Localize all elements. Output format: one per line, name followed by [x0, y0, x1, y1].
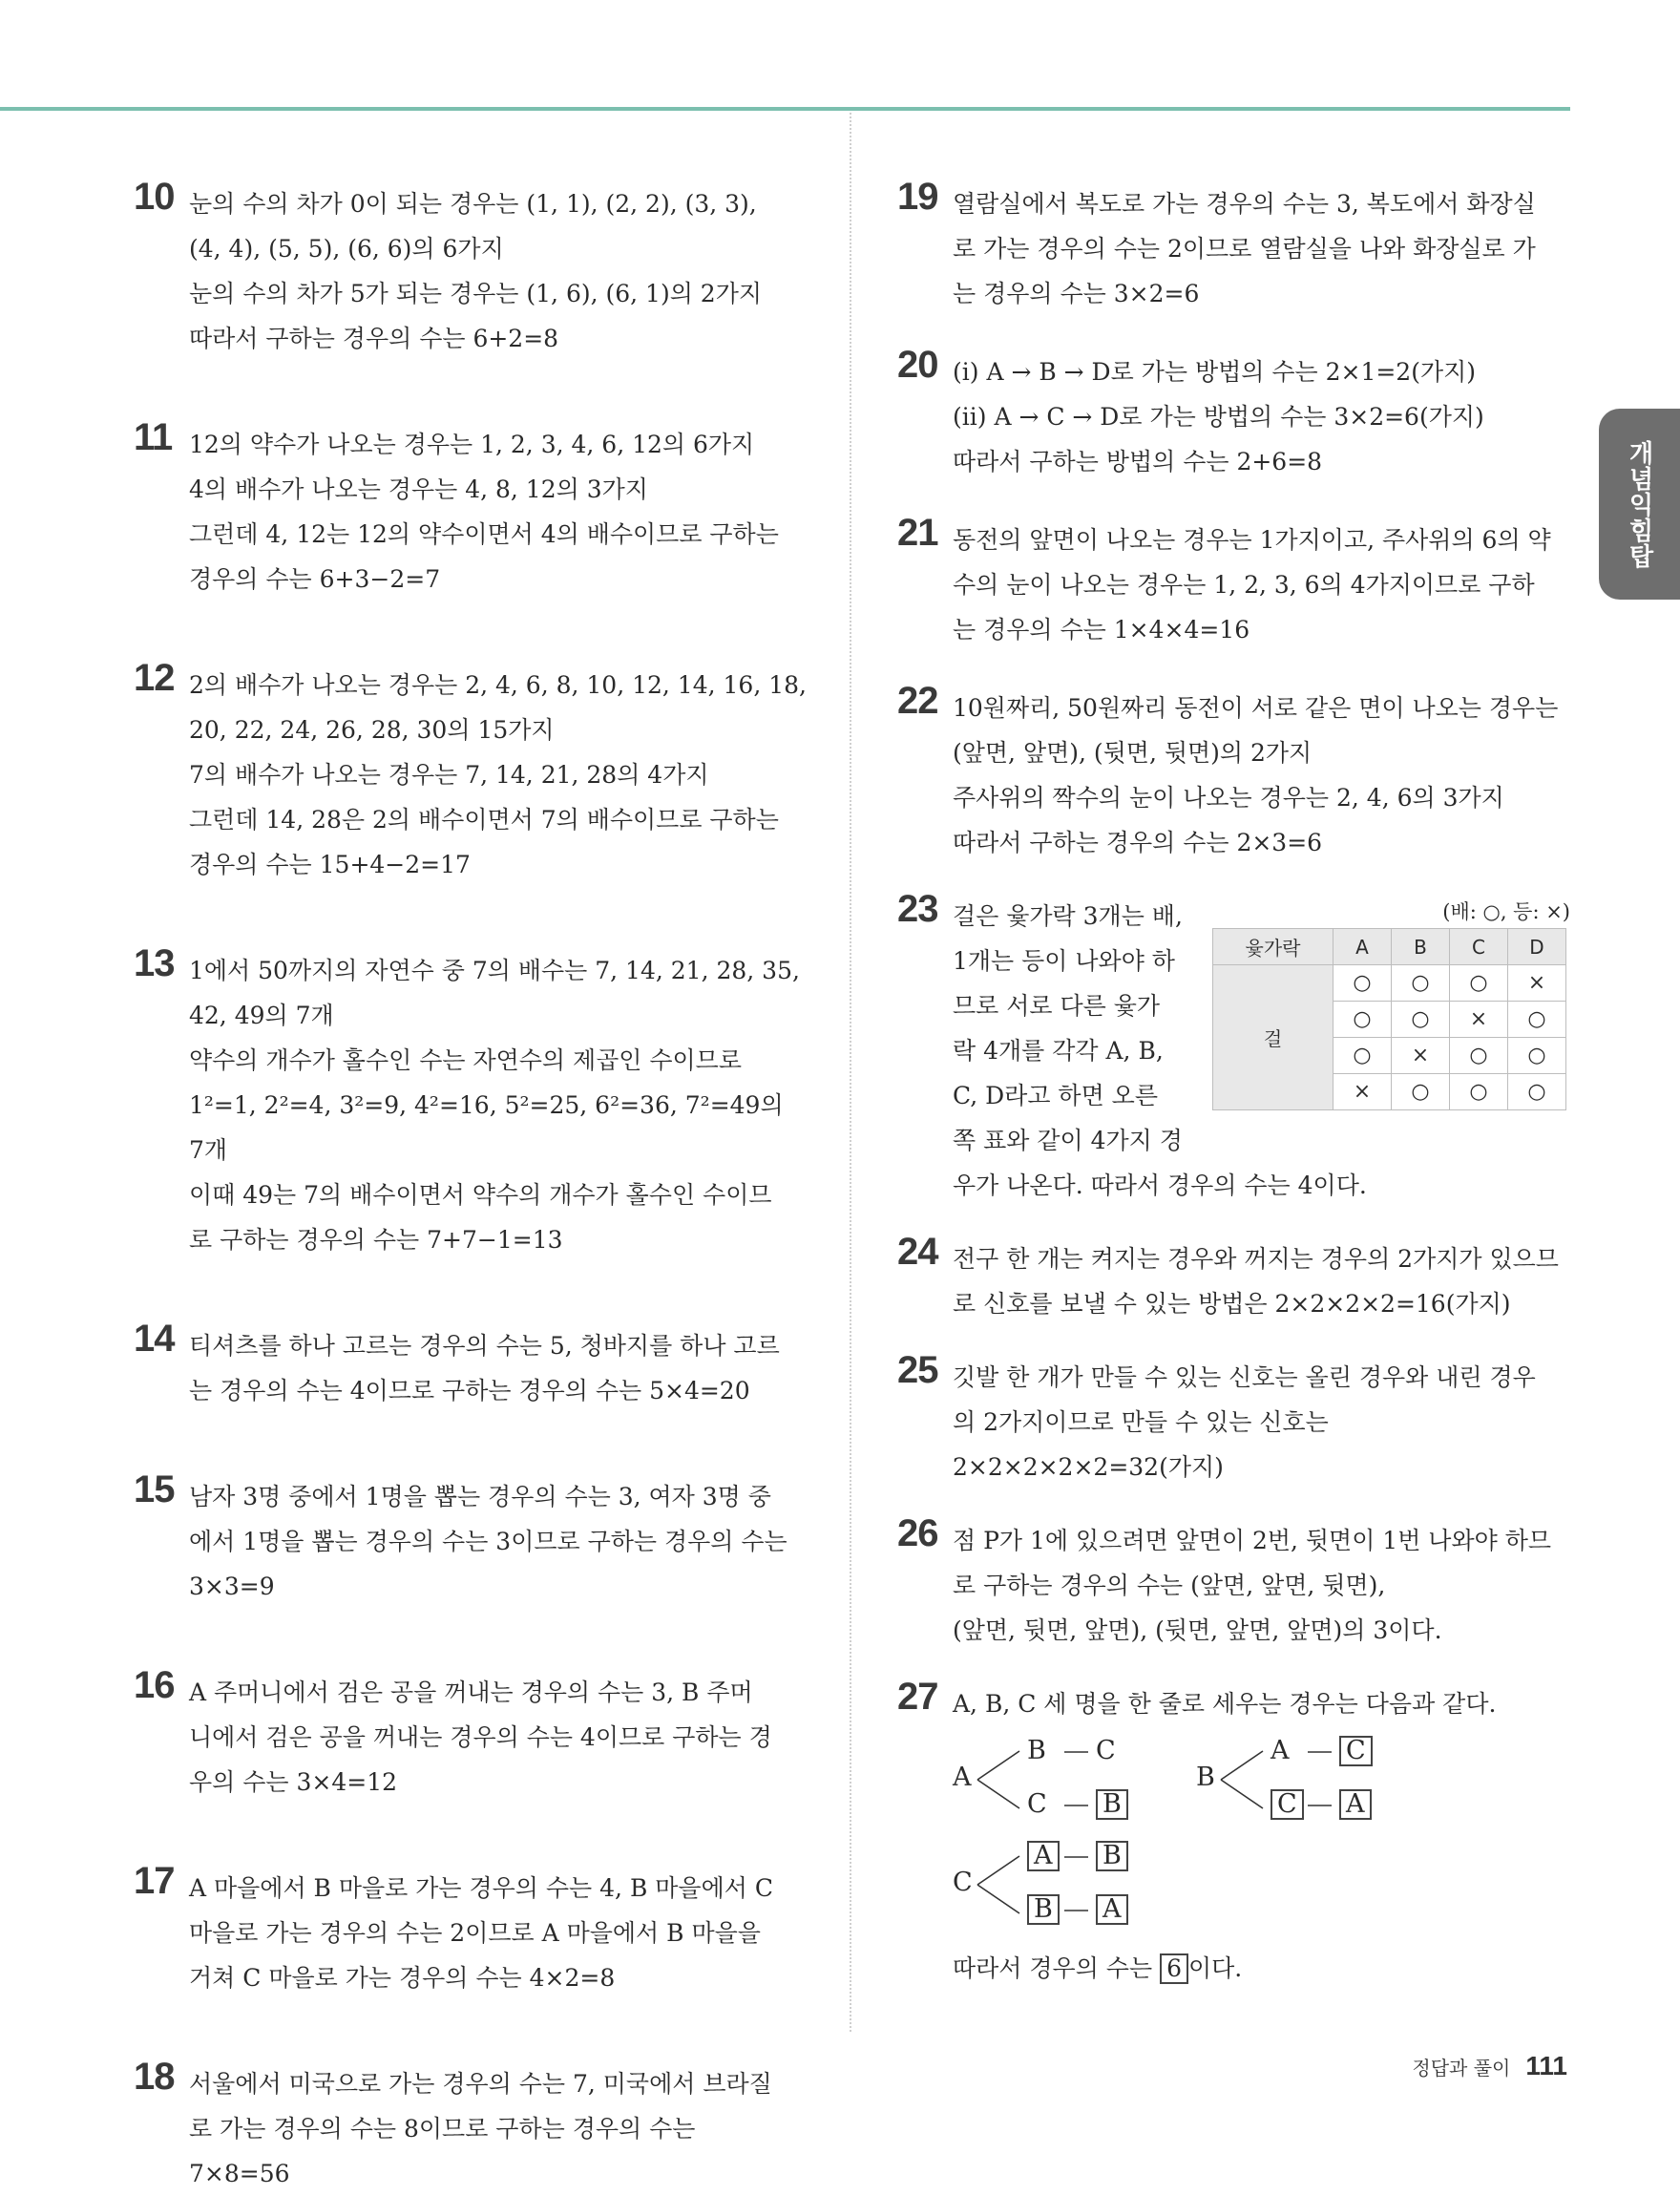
solution-line: (앞면, 앞면), (뒷면, 뒷면)의 2가지 — [953, 739, 1312, 767]
footer-label: 정답과 풀이 — [1412, 2057, 1511, 2080]
table-cell: ○ — [1392, 965, 1450, 1002]
problem-number: 22 — [897, 680, 938, 722]
row-label-gul: 걸 — [1213, 965, 1334, 1110]
problem-25 — [897, 1349, 1570, 1489]
solution-line: 니에서 검은 공을 꺼내는 경우의 수는 4이므로 구하는 경 — [189, 1723, 772, 1751]
branch-line — [977, 1751, 1019, 1780]
branch-line — [1221, 1751, 1263, 1780]
solution-line: 전구 한 개는 켜지는 경우와 꺼지는 경우의 2가지가 있으므 — [953, 1245, 1559, 1273]
problem-number: 12 — [134, 657, 175, 699]
side-chapter-tab — [1599, 409, 1680, 600]
right-problems-top — [897, 176, 1570, 865]
solution-line: 7×8=56 — [189, 2160, 290, 2187]
table-cell: ○ — [1508, 1038, 1566, 1074]
solution-line: 2×2×2×2×2=32(가지) — [953, 1453, 1224, 1481]
tree-node: C — [1027, 1789, 1047, 1819]
problem-10 — [134, 176, 816, 361]
right-problems-bottom — [897, 1231, 1570, 1653]
page-number: 111 — [1525, 2051, 1567, 2080]
solution-line: 그런데 4, 12는 12의 약수이면서 4의 배수이므로 구하는 — [189, 520, 779, 548]
problem-number: 16 — [134, 1664, 175, 1706]
solution-line: 쪽 표와 같이 4가지 경 — [953, 1127, 1183, 1154]
solution-line: 따라서 구하는 경우의 수는 2×3=6 — [953, 829, 1323, 856]
tree-node: B — [1096, 1789, 1128, 1820]
solution-line: 락 4개를 각각 A, B, — [953, 1037, 1164, 1065]
problem-number: 13 — [134, 942, 175, 984]
table-cell: × — [1508, 965, 1566, 1002]
problem-27-intro: A, B, C 세 명을 한 줄로 세우는 경우는 다음과 같다. — [953, 1690, 1497, 1718]
solution-line: (4, 4), (5, 5), (6, 6)의 6가지 — [189, 235, 504, 263]
problem-21 — [897, 512, 1570, 652]
solution-line: 42, 49의 7개 — [189, 1002, 334, 1029]
solution-line: 걸은 윷가락 3개는 배, — [953, 902, 1183, 930]
problem-number: 21 — [897, 512, 938, 554]
column-divider — [850, 113, 851, 2032]
solution-line: (앞면, 뒷면, 앞면), (뒷면, 앞면, 앞면)의 3이다. — [953, 1616, 1442, 1644]
solution-line: 는 경우의 수는 3×2=6 — [953, 280, 1200, 307]
table-cell: ○ — [1508, 1074, 1566, 1110]
problem-27 — [897, 1676, 1570, 1991]
table-cell: ○ — [1450, 1038, 1508, 1074]
tree-node: A — [1270, 1736, 1290, 1765]
solution-line: A 마을에서 B 마을로 가는 경우의 수는 4, B 마을에서 C — [189, 1874, 773, 1902]
solution-line: 우의 수는 3×4=12 — [189, 1768, 398, 1796]
problem-23 — [897, 888, 1570, 1208]
solution-line: 20, 22, 24, 26, 28, 30의 15가지 — [189, 716, 555, 744]
solution-line: 약수의 개수가 홀수인 수는 자연수의 제곱인 수이므로 — [189, 1046, 742, 1074]
table-header: A — [1334, 929, 1392, 965]
conclusion-text: 따라서 경우의 수는 — [953, 1954, 1153, 1982]
table-cell: ○ — [1450, 1074, 1508, 1110]
solution-line: 눈의 수의 차가 0이 되는 경우는 (1, 1), (2, 2), (3, 3), — [189, 190, 757, 218]
solution-line: 의 2가지이므로 만들 수 있는 신호는 — [953, 1408, 1329, 1436]
table-corner-header: 윷가락 — [1213, 929, 1334, 965]
problem-23-conclusion: 우가 나온다. 따라서 경우의 수는 4이다. — [953, 1172, 1367, 1199]
table-cell: ○ — [1334, 965, 1392, 1002]
solution-line: 동전의 앞면이 나오는 경우는 1가지이고, 주사위의 6의 약 — [953, 526, 1551, 554]
table-cell: × — [1392, 1038, 1450, 1074]
solution-line: 12의 약수가 나오는 경우는 1, 2, 3, 4, 6, 12의 6가지 — [189, 431, 755, 458]
problem-22 — [897, 680, 1570, 865]
problem-number: 17 — [134, 1860, 175, 1902]
solution-line: 마을로 가는 경우의 수는 2이므로 A 마을에서 B 마을을 — [189, 1919, 761, 1947]
solution-line: 4의 배수가 나오는 경우는 4, 8, 12의 3가지 — [189, 475, 648, 503]
solution-line: 로 가는 경우의 수는 8이므로 구하는 경우의 수는 — [189, 2115, 696, 2143]
tree-node: A — [1096, 1894, 1128, 1925]
solution-line: 거쳐 C 마을로 가는 경우의 수는 4×2=8 — [189, 1964, 616, 1992]
problem-15 — [134, 1468, 816, 1609]
problem-number: 15 — [134, 1468, 175, 1510]
solution-line: 로 구하는 경우의 수는 7+7−1=13 — [189, 1226, 563, 1254]
solution-line: 1²=1, 2²=4, 3²=9, 4²=16, 5²=25, 6²=36, 7²=49의 — [189, 1091, 784, 1119]
solution-line: 남자 3명 중에서 1명을 뽑는 경우의 수는 3, 여자 3명 중 — [189, 1483, 771, 1510]
solution-line: (ⅰ) A → B → D로 가는 방법의 수는 2×1=2(가지) — [953, 358, 1477, 386]
solution-line: 주사위의 짝수의 눈이 나오는 경우는 2, 4, 6의 3가지 — [953, 784, 1504, 812]
problem-number: 10 — [134, 176, 175, 218]
solution-line: 10원짜리, 50원짜리 동전이 서로 같은 면이 나오는 경우는 — [953, 694, 1559, 722]
problem-number: 11 — [134, 416, 173, 458]
right-column — [897, 176, 1570, 1991]
solution-line: 열람실에서 복도로 가는 경우의 수는 3, 복도에서 화장실 — [953, 190, 1536, 218]
solution-line: C, D라고 하면 오른 — [953, 1082, 1158, 1109]
table-cell: ○ — [1334, 1038, 1392, 1074]
problem-24 — [897, 1231, 1570, 1326]
page-footer — [1412, 2051, 1567, 2081]
solution-line: 2의 배수가 나오는 경우는 2, 4, 6, 8, 10, 12, 14, 16, 18, — [189, 671, 807, 699]
problem-17 — [134, 1860, 816, 2000]
solution-line: 이때 49는 7의 배수이면서 약수의 개수가 홀수인 수이므 — [189, 1181, 772, 1209]
tree-node: C — [1270, 1789, 1304, 1820]
table-cell: × — [1334, 1074, 1392, 1110]
side-tab-label: 개념익힘탑 — [1625, 439, 1653, 569]
problem-number: 18 — [134, 2056, 175, 2098]
problem-14 — [134, 1318, 816, 1413]
table-header: D — [1508, 929, 1566, 965]
tree-node: B — [1027, 1894, 1060, 1925]
problem-23-text — [953, 894, 1183, 1163]
problem-19 — [897, 176, 1570, 316]
branch-line — [977, 1885, 1019, 1913]
table-header: C — [1450, 929, 1508, 965]
problem-number: 19 — [897, 176, 938, 218]
solution-line: 로 구하는 경우의 수는 (앞면, 앞면, 뒷면), — [953, 1572, 1386, 1599]
problem-number: 26 — [897, 1512, 938, 1554]
branch-line — [977, 1856, 1019, 1885]
problem-20 — [897, 344, 1570, 484]
solution-line: 3×3=9 — [189, 1573, 275, 1600]
solution-line: (ⅱ) A → C → D로 가는 방법의 수는 3×2=6(가지) — [953, 403, 1484, 431]
tree-root: C — [953, 1868, 973, 1897]
tree-node: C — [1096, 1736, 1116, 1765]
solution-line: 경우의 수는 15+4−2=17 — [189, 851, 471, 878]
solution-line: 서울에서 미국으로 가는 경우의 수는 7, 미국에서 브라질 — [189, 2070, 772, 2098]
table-cell: ○ — [1450, 965, 1508, 1002]
yut-table — [1212, 928, 1566, 1110]
yut-legend: (배: ○, 등: ×) — [1442, 900, 1570, 923]
problem-11 — [134, 416, 816, 602]
tree-node: B — [1096, 1841, 1128, 1871]
solution-line: 는 경우의 수는 4이므로 구하는 경우의 수는 5×4=20 — [189, 1377, 750, 1404]
conclusion-suffix: 이다. — [1187, 1954, 1243, 1982]
branch-line — [1221, 1780, 1263, 1808]
tree-node: A — [1339, 1789, 1372, 1820]
table-header: B — [1392, 929, 1450, 965]
problem-number: 23 — [897, 888, 938, 930]
tree-node: B — [1027, 1736, 1046, 1765]
branch-line — [977, 1780, 1019, 1808]
problem-13 — [134, 942, 816, 1262]
problem-number: 20 — [897, 344, 938, 386]
table-cell: ○ — [1334, 1002, 1392, 1038]
table-cell: × — [1450, 1002, 1508, 1038]
solution-line: 눈의 수의 차가 5가 되는 경우는 (1, 6), (6, 1)의 2가지 — [189, 280, 763, 307]
solution-line: 는 경우의 수는 1×4×4=16 — [953, 616, 1250, 644]
table-cell: ○ — [1392, 1074, 1450, 1110]
solution-line: 따라서 구하는 경우의 수는 6+2=8 — [189, 325, 559, 352]
solution-line: 므로 서로 다른 윷가 — [953, 992, 1161, 1020]
table-row — [1213, 965, 1566, 1002]
problem-number: 27 — [897, 1676, 938, 1718]
problem-16 — [134, 1664, 816, 1805]
solution-line: 따라서 구하는 방법의 수는 2+6=8 — [953, 448, 1323, 475]
solution-line: 그런데 14, 28은 2의 배수이면서 7의 배수이므로 구하는 — [189, 806, 779, 834]
solution-line: 티셔츠를 하나 고르는 경우의 수는 5, 청바지를 하나 고르 — [189, 1332, 780, 1360]
solution-line: 7의 배수가 나오는 경우는 7, 14, 21, 28의 4가지 — [189, 761, 709, 789]
solution-line: 깃발 한 개가 만들 수 있는 신호는 올린 경우와 내린 경우 — [953, 1363, 1536, 1391]
solution-line: 1에서 50까지의 자연수 중 7의 배수는 7, 14, 21, 28, 35, — [189, 957, 800, 984]
tree-node: C — [1339, 1736, 1373, 1766]
problem-number: 24 — [897, 1231, 938, 1273]
table-cell: ○ — [1392, 1002, 1450, 1038]
tree-node: A — [1027, 1841, 1060, 1871]
problem-number: 25 — [897, 1349, 938, 1391]
solution-line: 에서 1명을 뽑는 경우의 수는 3이므로 구하는 경우의 수는 — [189, 1528, 788, 1555]
solution-line: 수의 눈이 나오는 경우는 1, 2, 3, 6의 4가지이므로 구하 — [953, 571, 1535, 599]
problem-26 — [897, 1512, 1570, 1653]
yut-table-block — [1212, 894, 1570, 1163]
problem-27-conclusion — [953, 1946, 1570, 1991]
tree-root: A — [953, 1763, 972, 1792]
table-cell: ○ — [1508, 1002, 1566, 1038]
left-column — [134, 176, 816, 2196]
tree-root: B — [1196, 1763, 1215, 1792]
tree-diagrams — [953, 1726, 1570, 1946]
solution-line: 경우의 수는 6+3−2=7 — [189, 565, 441, 593]
solution-line: 로 신호를 보낼 수 있는 방법은 2×2×2×2=16(가지) — [953, 1290, 1511, 1318]
answer-box: 6 — [1160, 1953, 1188, 1984]
solution-line: 1개는 등이 나와야 하 — [953, 947, 1175, 975]
solution-line: 로 가는 경우의 수는 2이므로 열람실을 나와 화장실로 가 — [953, 235, 1536, 263]
solution-line: 점 P가 1에 있으려면 앞면이 2번, 뒷면이 1번 나와야 하므 — [953, 1527, 1552, 1554]
problem-12 — [134, 657, 816, 887]
solution-line: 7개 — [189, 1136, 228, 1164]
problem-number: 14 — [134, 1318, 175, 1360]
top-rule — [0, 107, 1570, 111]
solution-line: A 주머니에서 검은 공을 꺼내는 경우의 수는 3, B 주머 — [189, 1679, 753, 1706]
